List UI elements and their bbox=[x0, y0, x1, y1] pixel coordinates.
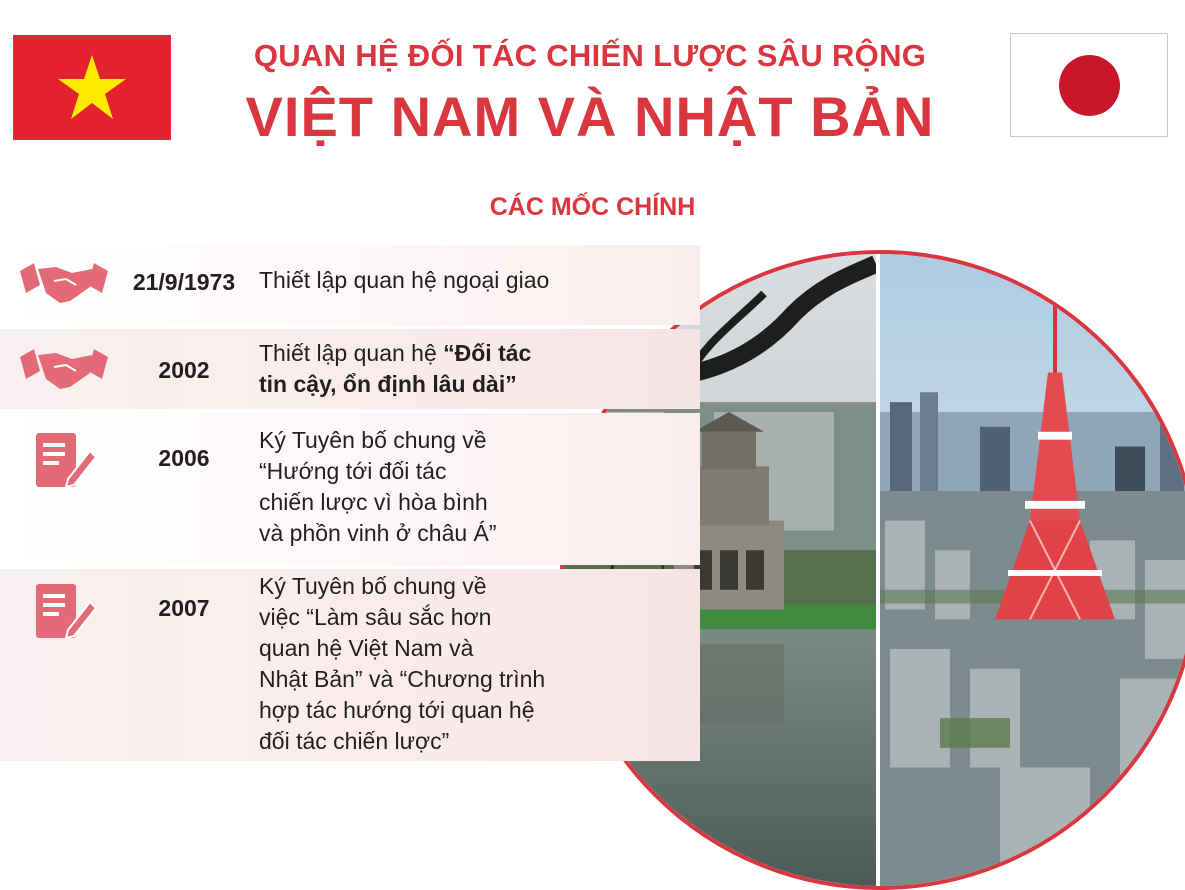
year-label: 2006 bbox=[158, 445, 210, 471]
vietnam-flag bbox=[13, 35, 171, 140]
page-title: VIỆT NAM VÀ NHẬT BẢN bbox=[245, 85, 935, 148]
event-text-line: chiến lược vì hòa bình bbox=[259, 489, 488, 515]
page-subtitle: QUAN HỆ ĐỐI TÁC CHIẾN LƯỢC SÂU RỘNG bbox=[253, 38, 927, 73]
tokyo-tower-photo bbox=[880, 254, 1185, 886]
star-icon bbox=[58, 55, 126, 119]
handshake-icon bbox=[20, 263, 108, 305]
event-text-line: việc “Làm sâu sắc hơn bbox=[259, 604, 492, 630]
document-sign-icon bbox=[36, 584, 96, 640]
event-text-line: đối tác chiến lược” bbox=[259, 728, 450, 754]
event-text-line: quan hệ Việt Nam và bbox=[259, 635, 474, 661]
timeline-row-2002 bbox=[0, 329, 700, 409]
event-text-line: hợp tác hướng tới quan hệ bbox=[259, 697, 535, 723]
handshake-icon bbox=[20, 349, 108, 391]
japan-flag bbox=[1010, 33, 1168, 137]
event-text-line: Thiết lập quan hệ ngoại giao bbox=[259, 267, 550, 293]
sun-disc-icon bbox=[1059, 55, 1120, 116]
document-sign-icon bbox=[36, 433, 96, 489]
event-text-line: Nhật Bản” và “Chương trình bbox=[259, 666, 546, 692]
event-description bbox=[259, 571, 545, 757]
event-text-line: và phồn vinh ở châu Á” bbox=[259, 520, 497, 546]
timeline-row-2007 bbox=[0, 569, 700, 761]
timeline-row-2006 bbox=[0, 413, 700, 565]
event-text-line: Ký Tuyên bố chung về bbox=[259, 573, 487, 599]
event-description bbox=[259, 338, 531, 400]
event-text-plain: Thiết lập quan hệ bbox=[259, 340, 444, 366]
event-description bbox=[259, 265, 549, 296]
event-description bbox=[259, 425, 497, 549]
year-label: 2002 bbox=[158, 357, 210, 383]
year-label: 2007 bbox=[158, 595, 210, 621]
year-label: 21/9/1973 bbox=[132, 269, 236, 295]
event-text-bold: “Đối tác bbox=[443, 340, 532, 366]
timeline-row-1973 bbox=[0, 245, 700, 325]
section-heading: CÁC MỐC CHÍNH bbox=[489, 193, 696, 221]
event-text-line: Ký Tuyên bố chung về bbox=[259, 427, 487, 453]
event-text-line: “Hướng tới đối tác bbox=[259, 458, 447, 484]
event-text-bold: tin cậy, ổn định lâu dài” bbox=[259, 371, 517, 397]
